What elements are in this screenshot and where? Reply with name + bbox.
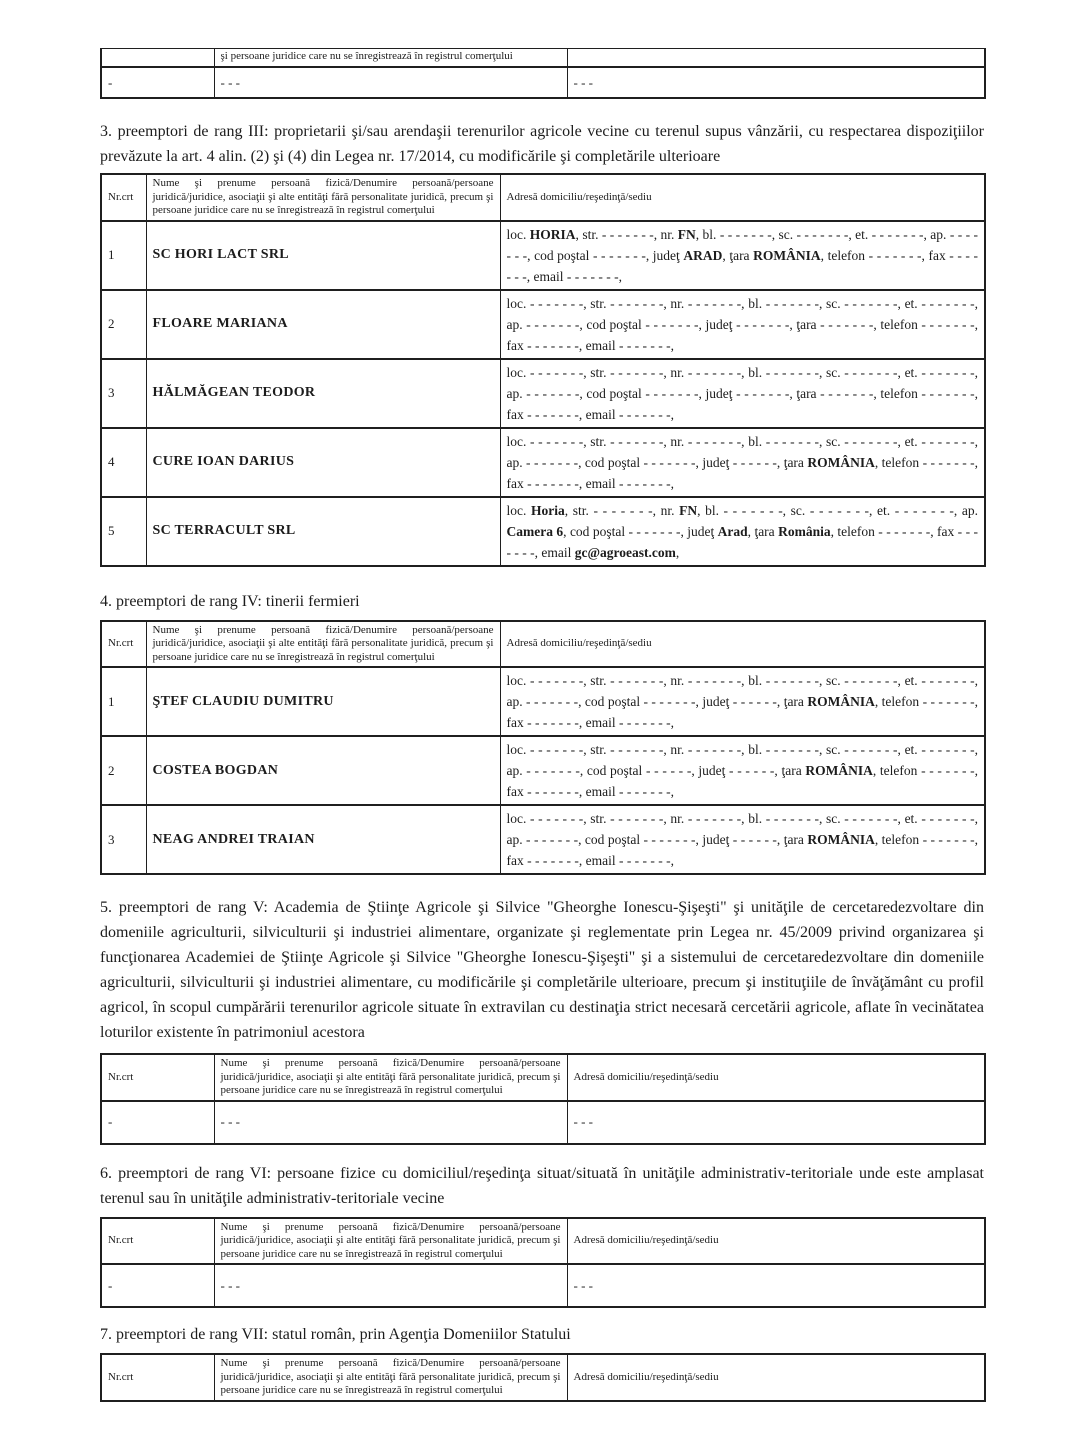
address-cell: loc. - - - - - - -, str. - - - - - - -, nr. - - - - - - -, bl. - - - - - - -, sc. - - - - - - -, et. - - - - - - -, ap. - - - - - - -, cod poştal - - - - - - -, judeţ - - - - - -, ţara ROMÂNIA, telefon - - - - - - -, fax - - - - - - -, email - - - - - - -, [500, 805, 985, 874]
table-row [101, 428, 985, 497]
section-3-heading: 3. preemptori de rang III: proprietarii şi/sau arendaşii terenurilor agricole vecine cu terenul supus vânzării, cu respectarea dispoziţiilor prevăzute la art. 4 alin. (2) şi (4) din Legea nr. 17/2014, cu modificările şi completările ulterioare [100, 123, 984, 165]
col-header-address: Adresă domiciliu/reşedinţă/sediu [567, 1218, 985, 1265]
col-header-name: Nume şi prenume persoană fizică/Denumire persoană/persoane juridică/juridice, asociaţii şi alte entităţi fără personalitate juridică, precum şi persoane juridice care nu se înregistrează în registrul comerţului [214, 1054, 567, 1101]
col-header-address: Adresă domiciliu/reşedinţă/sediu [500, 621, 985, 668]
nr-cell: 4 [101, 428, 146, 497]
address-cell: - - - [567, 67, 985, 98]
name-cell: SC TERRACULT SRL [146, 497, 500, 566]
col-header-nrcrt: Nr.crt [101, 174, 146, 221]
address-cell: loc. - - - - - - -, str. - - - - - - -, nr. - - - - - - -, bl. - - - - - - -, sc. - - - - - - -, et. - - - - - - -, ap. - - - - - - -, cod poştal - - - - - - -, judeţ - - - - - - -, ţara - - - - - - -, telefon - - - - - - -, fax - - - - - - -, email - - - - - - -, [500, 290, 985, 359]
name-cell: COSTEA BOGDAN [146, 736, 500, 805]
col-header-nrcrt: Nr.crt [101, 1218, 214, 1265]
name-cell: HĂLMĂGEAN TEODOR [146, 359, 500, 428]
address-cell: loc. - - - - - - -, str. - - - - - - -, nr. - - - - - - -, bl. - - - - - - -, sc. - - - - - - -, et. - - - - - - -, ap. - - - - - - -, cod poştal - - - - - -, judeţ - - - - - -, ţara ROMÂNIA, telefon - - - - - - -, fax - - - - - - -, email - - - - - - -, [500, 736, 985, 805]
col-header-nrcrt: Nr.crt [101, 1354, 214, 1401]
rang-7-table [100, 1353, 986, 1402]
table-row [101, 359, 985, 428]
table-row [101, 1264, 985, 1307]
nr-cell: - [101, 1264, 214, 1307]
table-row [101, 290, 985, 359]
table-row [101, 805, 985, 874]
section-4-heading: 4. preemptori de rang IV: tinerii fermieri [100, 592, 360, 610]
header-row [101, 1354, 985, 1401]
table-row [101, 67, 985, 98]
document-page [100, 48, 984, 1402]
section-7-heading: 7. preemptori de rang VII: statul român, prin Agenţia Domeniilor Statului [100, 1326, 571, 1343]
name-cell: NEAG ANDREI TRAIAN [146, 805, 500, 874]
rang-5-table [100, 1053, 986, 1145]
address-cell: loc. HORIA, str. - - - - - - -, nr. FN, bl. - - - - - - -, sc. - - - - - - -, et. - - - - - - -, ap. - - - - - - -, cod poştal - - - - - - -, judeţ ARAD, ţara ROMÂNIA, telefon - - - - - - -, fax - - - - - - -, email - - - - - - -, [500, 221, 985, 290]
col-header-name: Nume şi prenume persoană fizică/Denumire persoană/persoane juridică/juridice, asociaţii şi alte entităţi fără personalitate juridică, precum şi persoane juridice care nu se înregistrează în registrul comerţului [214, 1354, 567, 1401]
nr-cell: - [101, 1101, 214, 1144]
col-header-name: Nume şi prenume persoană fizică/Denumire persoană/persoane juridică/juridice, asociaţii şi alte entităţi fără personalitate juridică, precum şi persoane juridice care nu se înregistrează în registrul comerţului [146, 174, 500, 221]
table-row [101, 221, 985, 290]
name-cell: - - - [214, 1264, 567, 1307]
nr-cell: 5 [101, 497, 146, 566]
rang-6-table [100, 1217, 986, 1309]
name-cell: - - - [214, 1101, 567, 1144]
header-row [101, 1054, 985, 1101]
nr-cell: 1 [101, 667, 146, 736]
address-cell: loc. - - - - - - -, str. - - - - - - -, nr. - - - - - - -, bl. - - - - - - -, sc. - - - - - - -, et. - - - - - - -, ap. - - - - - - -, cod poştal - - - - - - -, judeţ - - - - - - -, ţara - - - - - - -, telefon - - - - - - -, fax - - - - - - -, email - - - - - - -, [500, 359, 985, 428]
col-header-address: Adresă domiciliu/reşedinţă/sediu [567, 1054, 985, 1101]
table-row [101, 736, 985, 805]
address-cell: loc. - - - - - - -, str. - - - - - - -, nr. - - - - - - -, bl. - - - - - - -, sc. - - - - - - -, et. - - - - - - -, ap. - - - - - - -, cod poştal - - - - - - -, judeţ - - - - - -, ţara ROMÂNIA, telefon - - - - - - -, fax - - - - - - -, email - - - - - - -, [500, 428, 985, 497]
carryover-header-tail: şi persoane juridice care nu se înregistrează în registrul comerţului [214, 49, 567, 68]
header-row [101, 174, 985, 221]
address-cell: - - - [567, 1101, 985, 1144]
col-header-nrcrt: Nr.crt [101, 621, 146, 668]
name-cell: SC HORI LACT SRL [146, 221, 500, 290]
rang-4-table [100, 620, 986, 876]
address-cell: loc. - - - - - - -, str. - - - - - - -, nr. - - - - - - -, bl. - - - - - - -, sc. - - - - - - -, et. - - - - - - -, ap. - - - - - - -, cod poştal - - - - - - -, judeţ - - - - - -, ţara ROMÂNIA, telefon - - - - - - -, fax - - - - - - -, email - - - - - - -, [500, 667, 985, 736]
col-header-address: Adresă domiciliu/reşedinţă/sediu [567, 1354, 985, 1401]
name-cell: FLOARE MARIANA [146, 290, 500, 359]
table-row [101, 497, 985, 566]
rang-3-table [100, 173, 986, 567]
header-row [101, 621, 985, 668]
col-header-address: Adresă domiciliu/reşedinţă/sediu [500, 174, 985, 221]
nr-cell: 2 [101, 736, 146, 805]
col-header-name: Nume şi prenume persoană fizică/Denumire persoană/persoane juridică/juridice, asociaţii şi alte entităţi fără personalitate juridică, precum şi persoane juridice care nu se înregistrează în registrul comerţului [146, 621, 500, 668]
header-row [101, 1218, 985, 1265]
carryover-header-nr-cell [101, 49, 214, 68]
carryover-header-row [101, 49, 985, 68]
address-cell: - - - [567, 1264, 985, 1307]
nr-cell: 2 [101, 290, 146, 359]
nr-cell: 3 [101, 805, 146, 874]
carryover-header-address-cell [567, 49, 985, 68]
nr-cell: - [101, 67, 214, 98]
col-header-nrcrt: Nr.crt [101, 1054, 214, 1101]
table-row [101, 667, 985, 736]
table-row [101, 1101, 985, 1144]
nr-cell: 1 [101, 221, 146, 290]
nr-cell: 3 [101, 359, 146, 428]
carryover-table [100, 48, 986, 99]
col-header-name: Nume şi prenume persoană fizică/Denumire persoană/persoane juridică/juridice, asociaţii şi alte entităţi fără personalitate juridică, precum şi persoane juridice care nu se înregistrează în registrul comerţului [214, 1218, 567, 1265]
name-cell: CURE IOAN DARIUS [146, 428, 500, 497]
section-6-heading: 6. preemptori de rang VI: persoane fizice cu domiciliul/reşedinţa situat/situată în unităţile administrativ-teritoriale unde este amplasat terenul sau în unităţile administrativ-teritoriale vecine [100, 1164, 984, 1207]
name-cell: - - - [214, 67, 567, 98]
address-cell: loc. Horia, str. - - - - - - -, nr. FN, bl. - - - - - - -, sc. - - - - - - -, et. - - - - - - -, ap. Camera 6, cod poştal - - - - - - -, judeţ Arad, ţara România, telefon - - - - - - -, fax - - - - - - -, email gc@agroeast.com, [500, 497, 985, 566]
section-5-heading: 5. preemptori de rang V: Academia de Ştiinţe Agricole şi Silvice "Gheorghe Ionescu-Şişeşti" şi unităţile de cercetaredezvoltare din domeniile agriculturii, silviculturii şi industriei alimentare, organizate şi reglementate prin Legea nr. 45/2009 privind organizarea şi funcţionarea Academiei de Ştiinţe Agricole şi Silvice "Gheorghe Ionescu-Şişeşti" şi a sistemului de cercetaredezvoltare din domeniile agriculturii, silviculturii şi industriei alimentare, cu modificările şi completările ulterioare, precum şi instituţiile de învăţământ cu profil agricol, în scopul cumpărării terenurilor agricole situate în extravilan cu destinaţia strict necesară cercetării agricole, aflate în vecinătatea loturilor existente în patrimoniul acestora [100, 899, 984, 1041]
name-cell: ŞTEF CLAUDIU DUMITRU [146, 667, 500, 736]
